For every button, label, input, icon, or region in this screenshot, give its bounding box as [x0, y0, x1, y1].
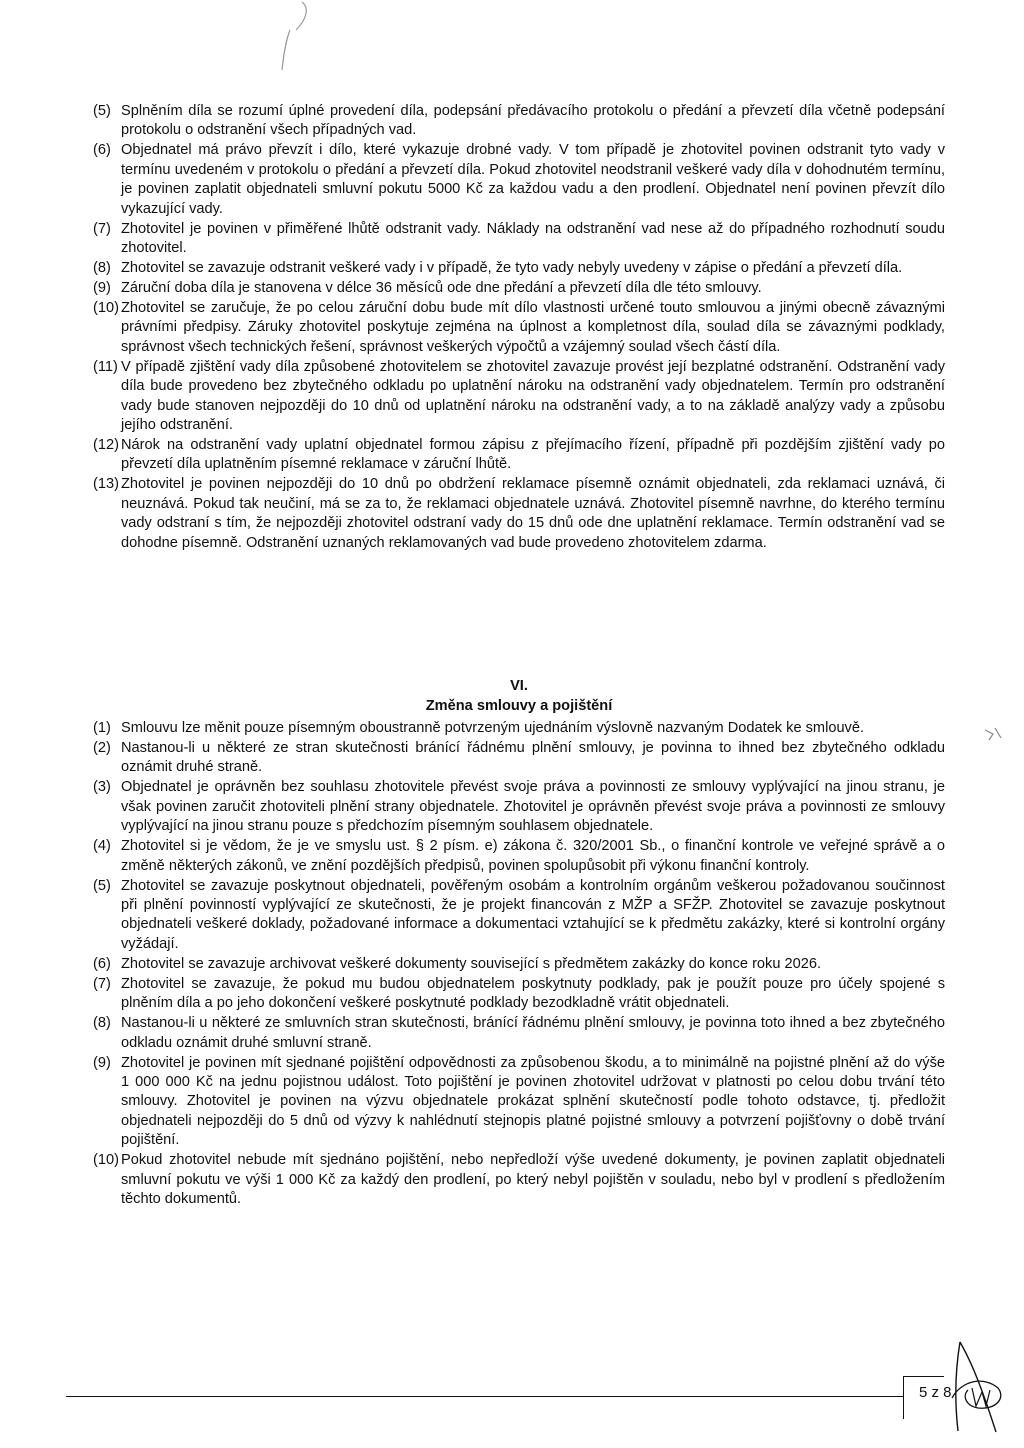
clause-text: Nastanou-li u některé ze stran skutečnosti bránící řádnému plnění smlouvy, je povinna to ihned bez zbytečného odkladu oznámit druhé straně.: [121, 740, 945, 776]
clause: (8) Zhotovitel se zavazuje odstranit veškeré vady i v případě, že tyto vady nebyly uvedeny v zápise o předání a převzetí díla.: [93, 260, 903, 277]
section-number: VI.: [510, 678, 528, 694]
clause-text: Smlouvu lze měnit pouze písemným oboustranně potvrzeným ujednáním výslovně nazvaným Dodatek ke smlouvě.: [121, 720, 865, 736]
clause-text: Zhotovitel je povinen nejpozději do 10 dnů po obdržení reklamace písemně oznámit objednateli, zda reklamaci uznává, či neuznává. Pokud tak neučiní, má se za to, že reklamaci objednatele uznává. Zhotovitel písemně navrhne, do kterého termínu vady odstraní s tím, že nejpozději zhotovitel odstraní vady do 15 dnů ode dne uplatnění reklamace. Termín odstranění vad se dohodne písemně. Odstranění uznaných reklamovaných vad bude provedeno zhotovitelem zdarma.: [121, 476, 945, 551]
clause-text: Zhotovitel je povinen mít sjednané pojištění odpovědnosti za způsobenou škodu, a to minimálně na pojistné plnění až do výše 1 000 000 Kč na jednu pojistnou událost. Toto pojištění je povinen zhotovitel udržovat v platnosti po celou dobu trvání této smlouvy. Zhotovitel je povinen na výzvu objednatele prokázat splnění skutečností podle tohoto odstavce, tj. předložit objednateli nejpozději do 5 dnů od výzvy k nahlédnutí stejnopis platné pojistné smlouvy a potvrzení pojišťovny o době trvání pojištění.: [121, 1054, 945, 1149]
handwritten-initials: [938, 1336, 1008, 1436]
clause-text: Pokud zhotovitel nebude mít sjednáno pojištění, nebo nepředloží výše uvedené dokumenty, je povinen zaplatit objednateli smluvní pokutu ve výši 1 000 Kč za každý den prodlení, po který nebyl pojištěn v souladu, nebo byl v prodlení s předložením těchto dokumentů.: [121, 1152, 945, 1208]
clause: (8) Nastanou-li u některé ze smluvních stran skutečnosti, bránící řádnému plnění smlouvy, je povinna toto ihned a bez zbytečného odkladu oznámit druhé smluvní straně.: [93, 1015, 945, 1051]
clause: (7) Zhotovitel je povinen v přiměřené lhůtě odstranit vady. Náklady na odstranění vad nese až do případného rozhodnutí soudu zhotovitel.: [93, 220, 945, 257]
clause-text: Nárok na odstranění vady uplatní objednatel formou zápisu z přejímacího řízení, případně při pozdějším zjištění vady po převzetí díla uplatněním písemné reklamace v záruční lhůtě.: [121, 437, 945, 473]
clause: (10) Zhotovitel se zaručuje, že po celou záruční dobu bude mít dílo vlastnosti určené touto smlouvou a jinými obecně závaznými právními předpisy. Záruky zhotovitel poskytuje zejména na úplnost a kompletnost díla, soulad díla se závaznými podklady, správnost všech technických řešení, správnost veškerých výpočtů a vzájemný soulad všech částí díla.: [93, 300, 945, 355]
article-5-clauses: [93, 102, 945, 554]
clause-text: Zhotovitel si je vědom, že je ve smyslu ust. § 2 písm. e) zákona č. 320/2001 Sb., o finanční kontrole ve veřejné správě a o změně některých zákonů, ve znění pozdějších předpisů, povinen spolupůsobit při výkonu finanční kontroly.: [121, 838, 945, 874]
clause: (11) V případě zjištění vady díla způsobené zhotovitelem se zhotovitel zavazuje provést její bezplatné odstranění. Odstranění vady díla bude provedeno bez zbytečného odkladu po uplatnění nároku na odstranění vady objednatelem. Termín pro odstranění vady bude stanoven nejpozději do 10 dnů od uplatnění nároku na odstranění vady, a to na základě analýzy vady a způsobu jejího odstranění.: [93, 358, 945, 434]
page-number: 5 z 8: [919, 1384, 952, 1401]
clause: (13) Zhotovitel je povinen nejpozději do 10 dnů po obdržení reklamace písemně oznámit objednateli, zda reklamaci uznává, či neuznává. Pokud tak neučiní, má se za to, že reklamaci objednatele uznává. Zhotovitel písemně navrhne, do kterého termínu vady odstraní s tím, že nejpozději zhotovitel odstraní vady do 15 dnů ode dne uplatnění reklamace. Termín odstranění vad se dohodne písemně. Odstranění uznaných reklamovaných vad bude provedeno zhotovitelem zdarma.: [93, 476, 945, 551]
section-title: Změna smlouvy a pojištění: [425, 698, 613, 714]
clause: (12) Nárok na odstranění vady uplatní objednatel formou zápisu z přejímacího řízení, případně při pozdějším zjištění vady po převzetí díla uplatněním písemné reklamace v záruční lhůtě.: [93, 437, 945, 473]
clause-text: V případě zjištění vady díla způsobené zhotovitelem se zhotovitel zavazuje provést její bezplatné odstranění. Odstranění vady díla bude provedeno bez zbytečného odkladu po uplatnění nároku na odstranění vady objednatelem. Termín pro odstranění vady bude stanoven nejpozději do 10 dnů od uplatnění nároku na odstranění vady, a to na základě analýzy vady a způsobu jejího odstranění.: [121, 358, 945, 434]
clause-text: Zhotovitel se zavazuje, že pokud mu budou objednatelem poskytnuty podklady, pak je použít pouze pro účely spojené s plněním díla a po jeho dokončení veškeré poskytnuté podklady bezodkladně vrátit objednateli.: [121, 975, 945, 1012]
clause-text: Zhotovitel se zavazuje odstranit veškeré vady i v případě, že tyto vady nebyly uvedeny v zápise o předání a převzetí díla.: [121, 260, 903, 277]
article-6-clauses: [93, 719, 945, 1210]
clause: (10) Pokud zhotovitel nebude mít sjednáno pojištění, nebo nepředloží výše uvedené dokumenty, je povinen zaplatit objednateli smluvní pokutu ve výši 1 000 Kč za každý den prodlení, po který nebyl pojištěn v souladu, nebo byl v prodlení s předložením těchto dokumentů.: [93, 1152, 945, 1208]
scan-artifact-right: [975, 720, 1015, 750]
clause-text: Splněním díla se rozumí úplné provedení díla, podepsání předávacího protokolu o předání a převzetí díla včetně podepsání protokolu o odstranění všech případných vad.: [121, 103, 945, 139]
clause-text: Objednatel je oprávněn bez souhlasu zhotovitele převést svoje práva a povinnosti ze smlouvy vyplývající na jinou stranu, je však povinen zaručit zhotoviteli plnění strany objednatele. Zhotovitel je oprávněn převést svoje práva a povinnosti ze smlouvy vyplývající na jinou stranu pouze s předchozím písemným souhlasem objednatele.: [121, 779, 945, 835]
footer-rule: [66, 1396, 904, 1397]
clause: (2) Nastanou-li u některé ze stran skutečnosti bránící řádnému plnění smlouvy, je povinna to ihned bez zbytečného odkladu oznámit druhé straně.: [93, 740, 945, 776]
clause: (6) Zhotovitel se zavazuje archivovat veškeré dokumenty související s předmětem zakázky do konce roku 2026.: [93, 955, 822, 972]
clause-text: Zhotovitel se zavazuje archivovat veškeré dokumenty související s předmětem zakázky do konce roku 2026.: [121, 955, 822, 972]
clause: (3) Objednatel je oprávněn bez souhlasu zhotovitele převést svoje práva a povinnosti ze smlouvy vyplývající na jinou stranu, je však povinen zaručit zhotoviteli plnění strany objednatele. Zhotovitel je oprávněn převést svoje práva a povinnosti ze smlouvy vyplývající na jinou stranu pouze s předchozím písemným souhlasem objednatele.: [93, 779, 945, 835]
clause: (7) Zhotovitel se zavazuje, že pokud mu budou objednatelem poskytnuty podklady, pak je použít pouze pro účely spojené s plněním díla a po jeho dokončení veškeré poskytnuté podklady bezodkladně vrátit objednateli.: [93, 975, 945, 1012]
clause: (9) Záruční doba díla je stanovena v délce 36 měsíců ode dne předání a převzetí díla dle této smlouvy.: [93, 280, 762, 297]
clause-text: Zhotovitel se zaručuje, že po celou záruční dobu bude mít dílo vlastnosti určené touto smlouvou a jinými obecně závaznými právními předpisy. Záruky zhotovitel poskytuje zejména na úplnost a kompletnost díla, soulad díla se závaznými podklady, správnost všech technických řešení, správnost veškerých výpočtů a vzájemný soulad všech částí díla.: [121, 300, 945, 355]
clause: (5) Splněním díla se rozumí úplné provedení díla, podepsání předávacího protokolu o předání a převzetí díla včetně podepsání protokolu o odstranění všech případných vad.: [93, 103, 945, 139]
clause: (4) Zhotovitel si je vědom, že je ve smyslu ust. § 2 písm. e) zákona č. 320/2001 Sb., o finanční kontrole ve veřejné správě a o změně některých zákonů, ve znění pozdějších předpisů, povinen spolupůsobit při výkonu finanční kontroly.: [93, 838, 945, 874]
clause: (1) Smlouvu lze měnit pouze písemným oboustranně potvrzeným ujednáním výslovně nazvaným Dodatek ke smlouvě.: [93, 720, 865, 736]
clause-text: Zhotovitel se zavazuje poskytnout objednateli, pověřeným osobám a kontrolním orgánům veškerou požadovanou součinnost při plnění povinností vyplývající ze skutečnosti, že je projekt financován z MŽP a SFŽP. Zhotovitel se zavazuje poskytnout objednateli veškeré doklady, požadované informace a dokumentaci vztahující se k předmětu zakázky, které si kontrolní orgány vyžádají.: [121, 877, 945, 952]
clause-text: Nastanou-li u některé ze smluvních stran skutečnosti, bránící řádnému plnění smlouvy, je povinna toto ihned a bez zbytečného odkladu oznámit druhé smluvní straně.: [121, 1015, 945, 1051]
clause: (6) Objednatel má právo převzít i dílo, které vykazuje drobné vady. V tom případě je zhotovitel povinen odstranit tyto vady v termínu uvedeném v protokolu o předání a převzetí díla. Pokud zhotovitel neodstranil veškeré vady díla v dohodnutém termínu, je povinen zaplatit objednateli smluvní pokutu 5000 Kč za každou vadu a den prodlení. Objednatel není povinen převzít dílo vykazující vady.: [93, 142, 945, 217]
clause: (5) Zhotovitel se zavazuje poskytnout objednateli, pověřeným osobám a kontrolním orgánům veškerou požadovanou součinnost při plnění povinností vyplývající ze skutečnosti, že je projekt financován z MŽP a SFŽP. Zhotovitel se zavazuje poskytnout objednateli veškeré doklady, požadované informace a dokumentaci vztahující se k předmětu zakázky, které si kontrolní orgány vyžádají.: [93, 877, 945, 952]
clause-text: Zhotovitel je povinen v přiměřené lhůtě odstranit vady. Náklady na odstranění vad nese až do případného rozhodnutí soudu zhotovitel.: [121, 220, 945, 257]
clause-text: Záruční doba díla je stanovena v délce 36 měsíců ode dne předání a převzetí díla dle této smlouvy.: [121, 280, 762, 297]
clause-text: Objednatel má právo převzít i dílo, které vykazuje drobné vady. V tom případě je zhotovitel povinen odstranit tyto vady v termínu uvedeném v protokolu o předání a převzetí díla. Pokud zhotovitel neodstranil veškeré vady díla v dohodnutém termínu, je povinen zaplatit objednateli smluvní pokutu 5000 Kč za každou vadu a den prodlení. Objednatel není povinen převzít dílo vykazující vady.: [121, 142, 945, 217]
scan-artifact: [220, 0, 330, 80]
clause: (9) Zhotovitel je povinen mít sjednané pojištění odpovědnosti za způsobenou škodu, a to minimálně na pojistné plnění až do výše 1 000 000 Kč na jednu pojistnou událost. Toto pojištění je povinen zhotovitel udržovat v platnosti po celou dobu trvání této smlouvy. Zhotovitel je povinen na výzvu objednatele prokázat splnění skutečností podle tohoto odstavce, tj. předložit objednateli nejpozději do 5 dnů od výzvy k nahlédnutí stejnopis platné pojistné smlouvy a potvrzení pojišťovny o době trvání pojištění.: [93, 1054, 945, 1149]
